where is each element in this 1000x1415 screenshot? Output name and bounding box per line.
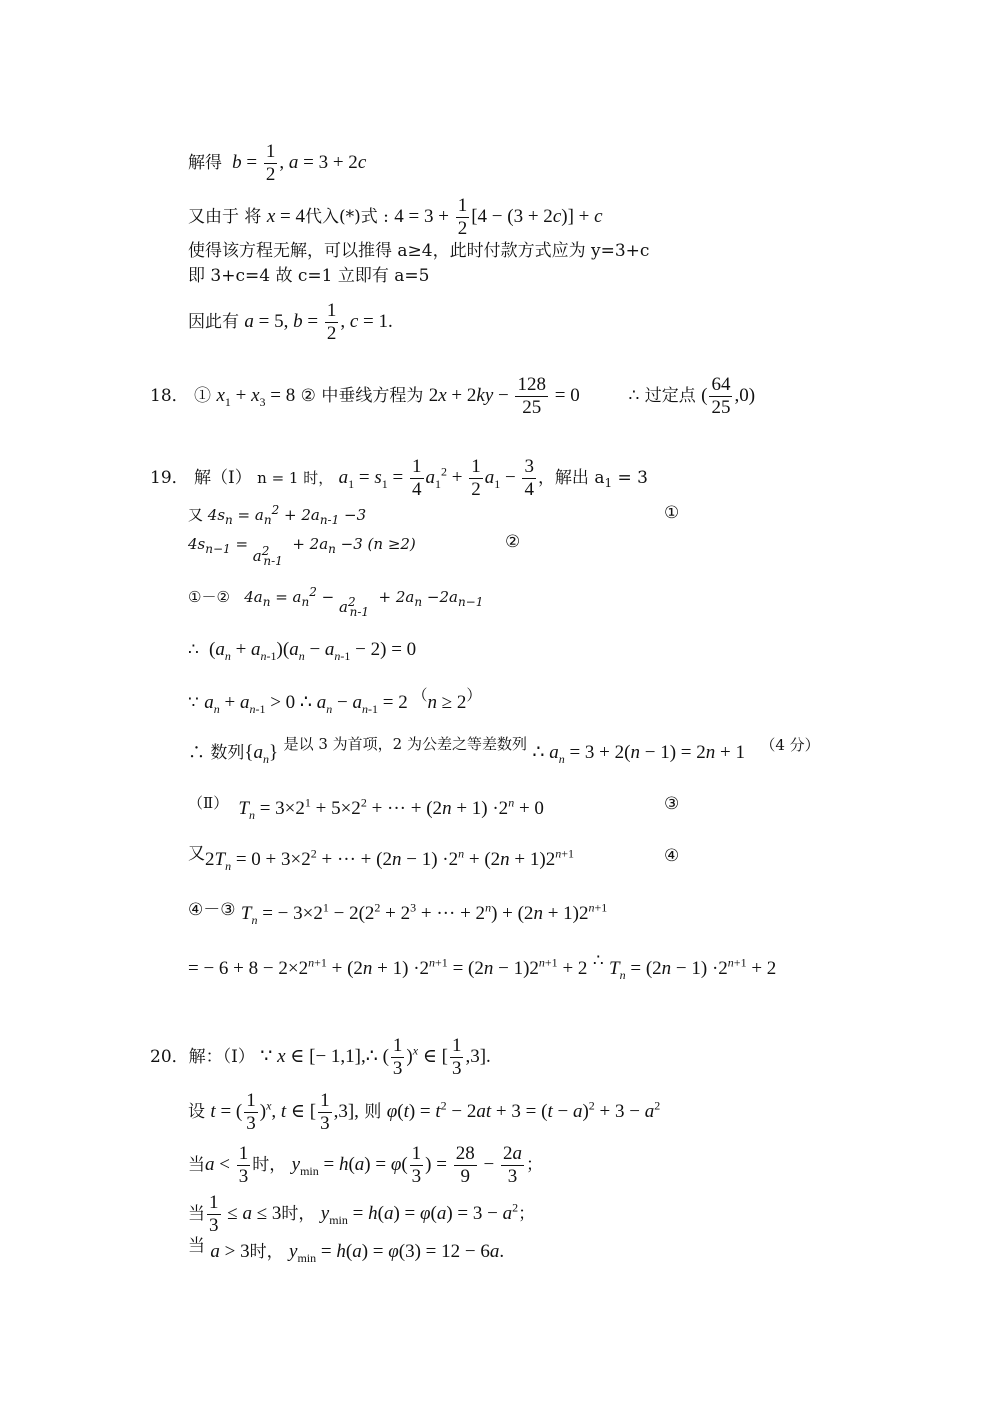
text-jiechu: ，解出 a [537,467,605,488]
q20-line1 [150,1036,491,1079]
formula-diff-2: $a_n + a_{n-1} > 0$ ∴ $a_n - a_{n-1} = 2$ （n ≥ 2） [204,688,482,716]
text-score: （4 分） [760,736,820,754]
formula-4an: $4a_n = a_n^2 - a^2_{n-1} + 2a_n -2a_{n-1}$ [234,585,484,619]
text-ze: 则 [364,1101,382,1122]
q18-line [150,375,755,418]
text-jiede: 解得 [188,152,222,173]
text-shi-2: 时， [281,1203,316,1224]
text-diff-12: ①－② [188,588,230,606]
line-c-equals-1: 即 3+c=4 故 c=1 立即有 a=5 [188,266,430,286]
q20-case3 [188,1236,505,1265]
q19-subtract [188,585,484,619]
line-conclusion [188,301,393,344]
text-diff-43: ④－③ [188,900,236,921]
formula-b-a: b = $\frac{1}{2}$ , a = 3 + 2c [232,141,367,185]
formula-2Tn: $2T_n = 0 + 3\times 2^2$ + ··· + $(2n - 1) \cdot 2^n + (2n + 1)2^{n+1}$ [205,847,574,874]
q19-result [188,951,777,983]
formula-x4: x = 4 [266,205,305,227]
q19-2Tn [188,844,574,874]
text-shi-1: 时， [252,1154,287,1175]
text-dang-2: 当 [188,1203,205,1224]
text-youyouyu: 又由于 将 [188,206,262,227]
therefore-symbol: ∴ [188,640,199,660]
formula-perp-bisector: 2x + 2ky − $\frac{128}{25}$ = 0 [428,374,580,418]
line-no-solution: 使得该方程无解，可以推得 a≥4，此时付款方式应为 y=3+c [188,241,650,261]
text-n-equals-1: n = 1 时， [257,468,334,487]
formula-Tn-result: = − $6 + 8 - 2\times 2^{n+1} + (2n + 1) \cdot 2^{n+1} = (2n - 1)2^{n+1} + 2$ [188,956,588,980]
text-she: 设 [188,1101,205,1122]
formula-conclusion: a = 5, b = $\frac{1}{2}$ , c = 1. [244,300,393,344]
formula-an-general: ∴ $a_n = 3 + 2(n - 1) = 2n + 1$ [532,742,745,766]
text-semi-2: ； [518,1203,536,1224]
text-part2: （Ⅱ） [188,794,229,813]
formula-case3-min: $y_{min} = h(a) = \varphi(3) = 12 - 6a$. [289,1241,505,1265]
formula-a1-s1: $a_1 = s_1$ = $\frac{1}{4}$ $a_1^2$ + $\frac{1}{2}$ $a_1$ − $\frac{3}{4}$ [338,456,534,500]
text-yinciyou: 因此有 [188,311,239,332]
line-substitute [188,196,603,239]
q19-subtract-2 [188,902,607,926]
q19-sequence [188,735,820,766]
formula-case3-cond: a > 3 [210,1241,250,1262]
formula-case2-min: $y_{min} = h(a) = \varphi(a) = 3 - a^2$ [320,1200,519,1227]
formula-phi-t: $\varphi(t) = t^2 - 2at + 3 = (t - a)^2 + 3 - a^2$ [386,1098,661,1122]
because-symbol: ∵ [188,693,199,713]
text-dairu: 代入(*)式 : [304,206,389,227]
tag-circle-4: ④ [664,846,680,866]
formula-x-range: ∵ x ∈ [− 1,1],∴ ( $\frac{1}{3}$ )$^x$ ∈ [ $\frac{1}{3}$ ,3]. [260,1035,491,1079]
formula-4sn: $4s_n = a_n^2 + 2a_{n-1} -3$ [207,503,367,527]
formula-case2-cond: $\frac{1}{3}$ ≤ a ≤ 3 [209,1192,282,1236]
q20-line2 [188,1091,660,1134]
formula-an-set: $\{a_n\}$ [244,742,279,766]
q19-number: 19． [150,467,189,488]
text-semi-1: ； [525,1154,543,1175]
text-you: 又 [188,506,204,524]
q20-head: 解：（Ⅰ） [188,1046,255,1067]
q19-factor [188,640,416,662]
q20-number: 20． [150,1046,189,1067]
text-jiechu-value: = 3 [612,467,648,488]
q19-eq1 [188,504,366,526]
q18-number: 18． [150,385,189,406]
formula-case1-min: $y_{min} = h(a) = \varphi$( $\frac{1}{3}$ ) = $\frac{28}{9}$ − $\frac{2a}{3}$ [291,1143,522,1187]
formula-substitute: 4 = 3 + $\frac{1}{2}$ [4 − (3 + 2c)] + c [394,195,603,239]
formula-t-def: t = ( $\frac{1}{3}$ )$^x$, t ∈ [ $\frac{1}{3}$ ,3], [210,1090,359,1134]
q19-line1 [150,457,648,500]
q19-eq2 [188,533,416,568]
formula-Tn-final: $T_n = (2n - 1) \cdot 2^{n+1} + 2$ [609,956,777,983]
formula-factor: $(a_n + a_{n-1})(a_n - a_{n-1} - 2) = 0$ [204,639,417,663]
line-solve-b-a [188,142,366,185]
q19-part2 [188,794,544,823]
text-zhongchuixian: 中垂线方程为 [321,385,424,406]
q20-case1 [188,1144,543,1187]
text-you-2: 又 [188,844,205,865]
q19-head: 解（Ⅰ） [194,467,252,488]
formula-case1-cond: a < $\frac{1}{3}$ [205,1143,249,1187]
text-jiechu-sub: 1 [604,476,613,491]
formula-Tn: $T_n = 3\times 2^1 + 5\times 2^2$ + ··· + $(2n + 1) \cdot 2^n + 0$ [238,796,544,823]
formula-Tn-diff: $T_n$ = − $3\times 2^1 - 2(2^2 + 2^3$ + ··· + $2^n) + (2n + 1)2^{n+1}$ [240,901,608,928]
therefore-symbol-2: ∴ [592,951,604,972]
circle-2: ② [300,385,316,406]
tag-circle-2: ② [505,532,521,552]
formula-4sn-1: $4s_{n-1} = a^2_{n-1} + 2a_n -3$ (n ≥2) [188,535,416,568]
formula-fixed-point: ( $\frac{64}{25}$ ,0) [701,374,756,418]
text-arith-seq: 是以 3 为首项，2 为公差之等差数列 [283,735,527,753]
text-shi-3: 时， [249,1242,284,1262]
q19-because [188,688,482,716]
q20-case2 [188,1193,535,1236]
text-dang-3: 当 [188,1236,205,1256]
text-dang-1: 当 [188,1154,205,1175]
formula-x1-x3: $x_1 + x_3 = 8$ [216,384,296,409]
tag-circle-1: ① [664,503,680,523]
tag-circle-3: ③ [664,794,680,814]
text-guodingdian: ∴ 过定点 [628,385,696,406]
text-shulie: ∴ 数列 [188,743,245,763]
circle-1: ① [194,385,212,406]
